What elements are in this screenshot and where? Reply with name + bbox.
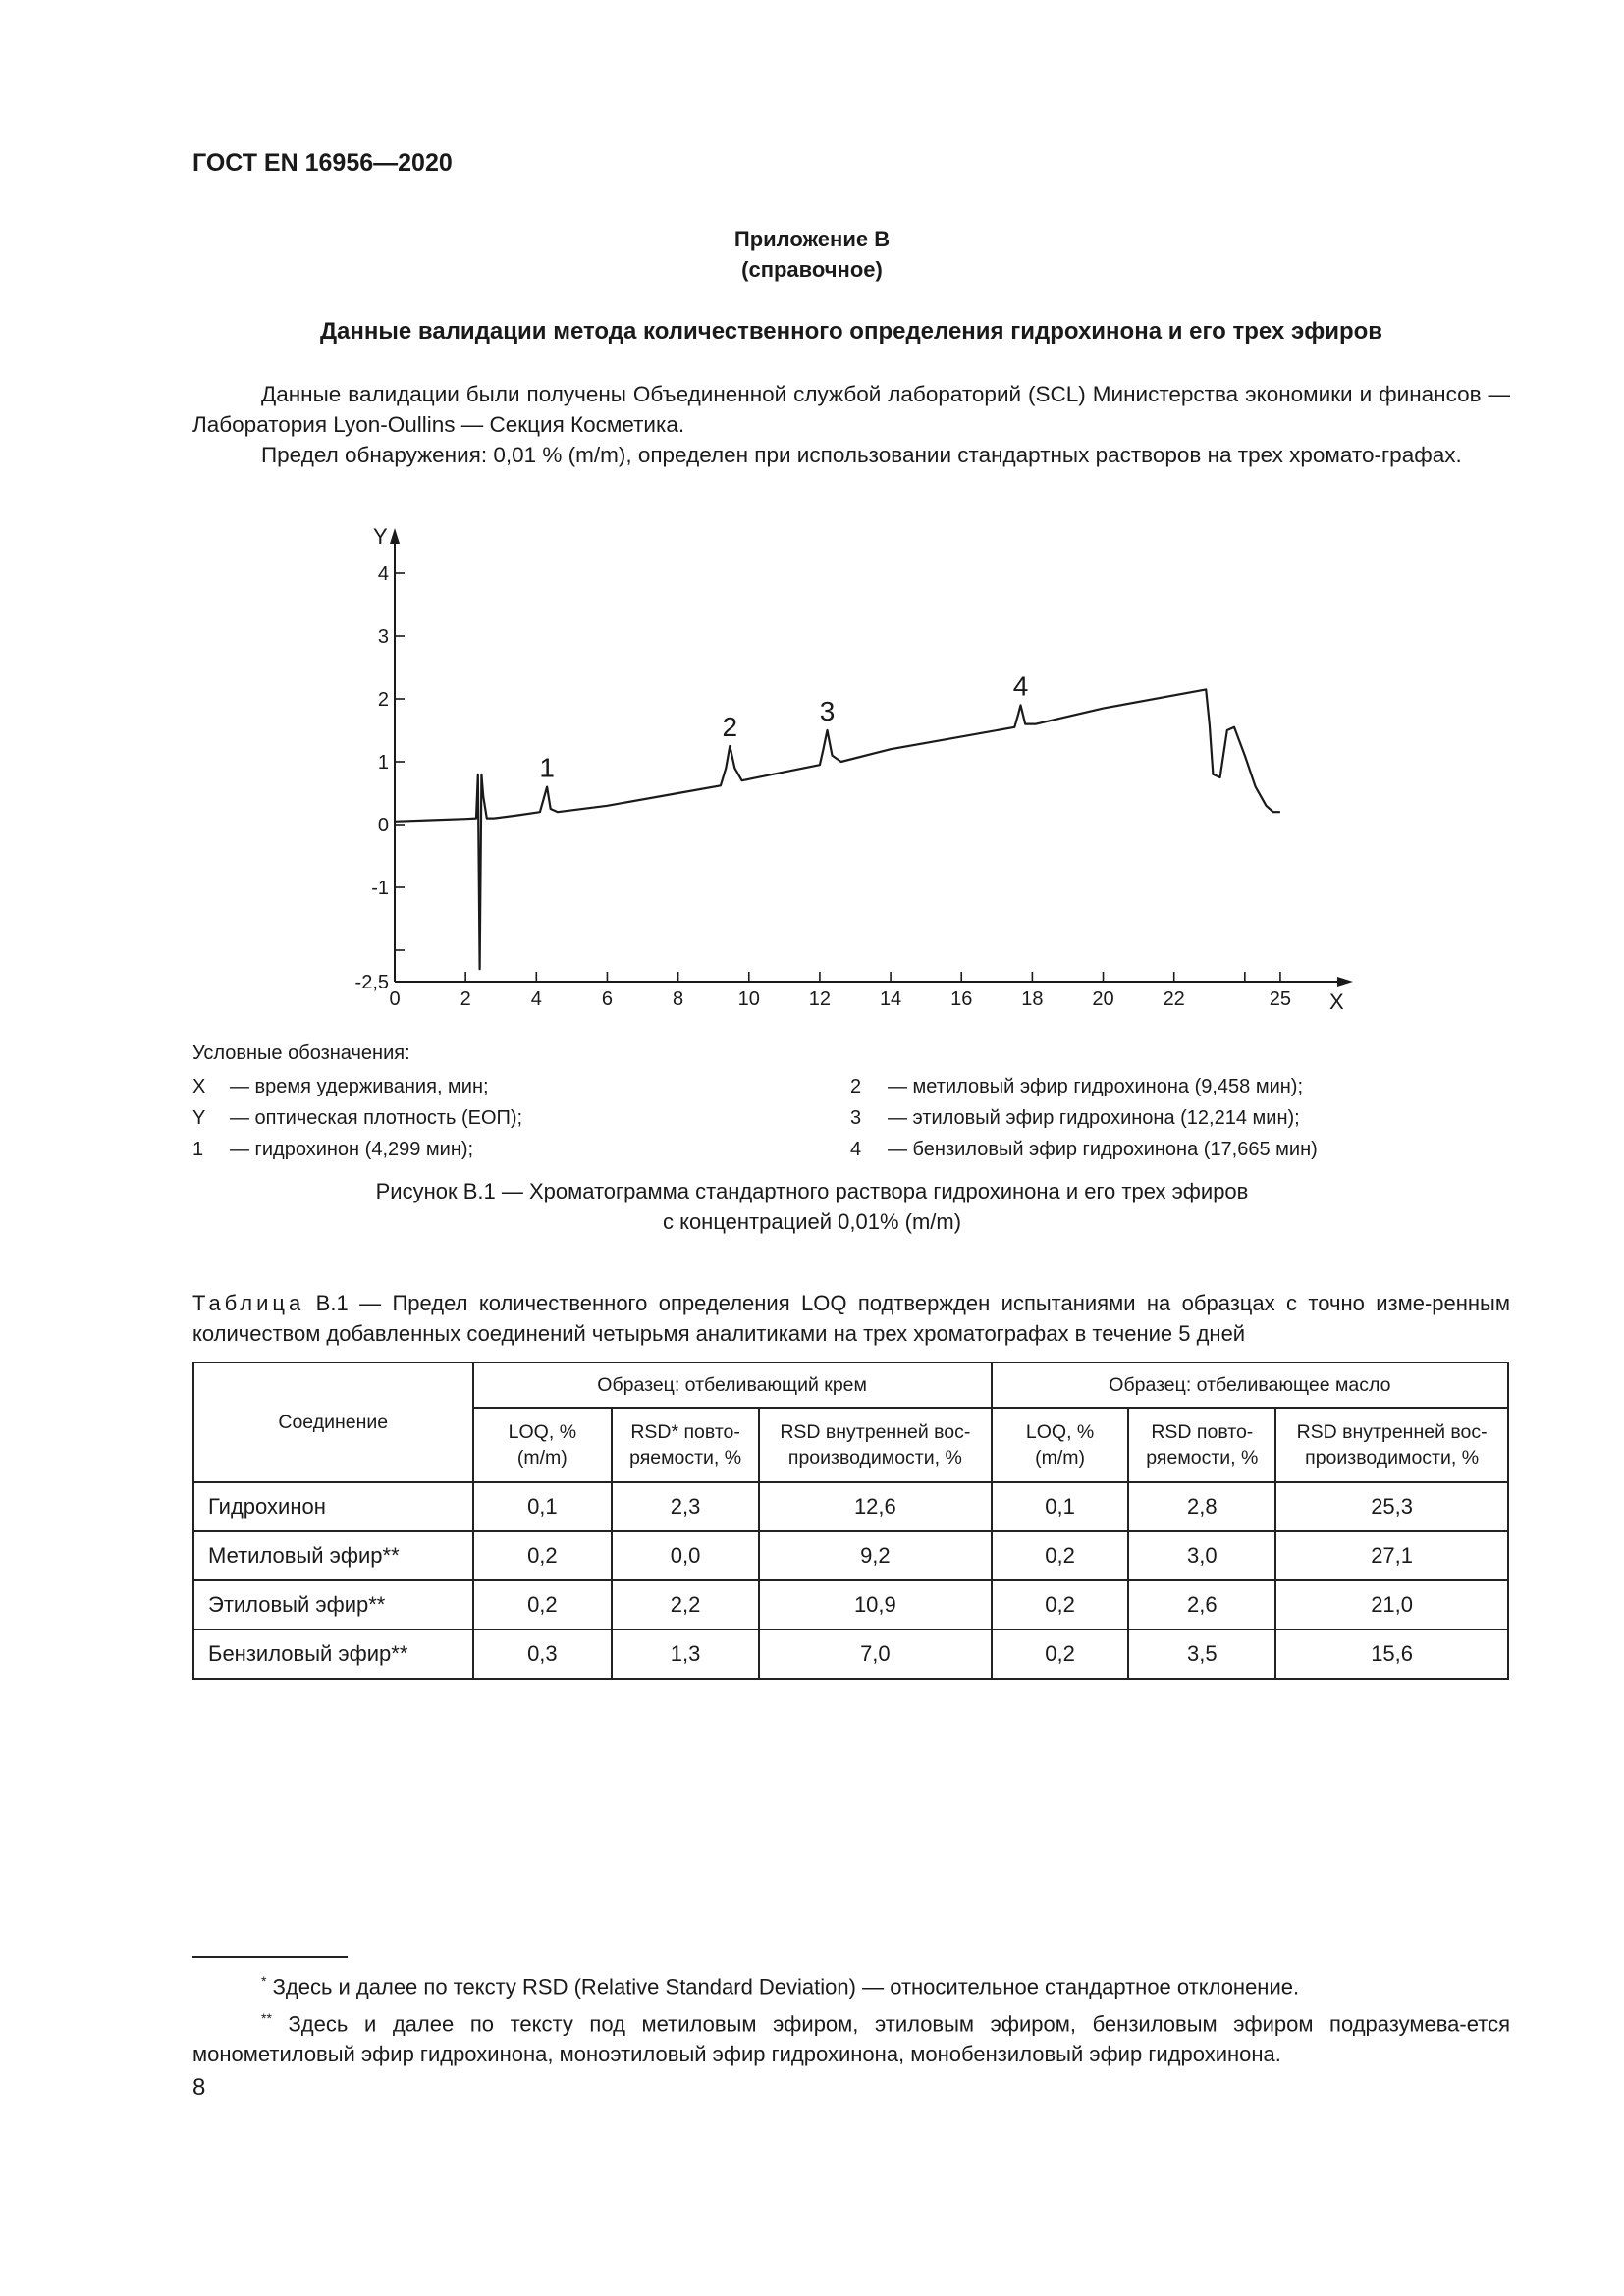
header-rsd-intra-oil: RSD внутренней вос- производимости, % <box>1275 1408 1508 1482</box>
x-tick-label: 6 <box>601 988 614 1010</box>
table-row <box>193 1531 1508 1580</box>
table-cell: 0,2 <box>473 1580 613 1629</box>
y-axis-label: Y <box>373 524 388 549</box>
legend-text: — этиловый эфир гидрохинона (12,214 мин); <box>888 1107 1300 1129</box>
table-caption-number: В.1 <box>315 1291 349 1315</box>
y-tick-label: 0 <box>377 815 389 836</box>
peak-label: 1 <box>539 752 555 783</box>
header-loq-oil: LOQ, % (m/m) <box>992 1408 1129 1482</box>
table-caption-text: — Предел количественного определения LOQ подтвержден испытаниями на образцах с точно изме-ренным количеством добавленных соединений четырьмя аналитиками на трех хроматографах в течение 5 дней <box>192 1291 1510 1346</box>
table-cell: 0,1 <box>473 1482 613 1531</box>
y-tick-label: -2,5 <box>354 972 389 993</box>
table-row <box>193 1580 1508 1629</box>
header-compound: Соединение <box>193 1362 473 1482</box>
cell-compound: Гидрохинон <box>193 1482 473 1531</box>
x-tick-label: 25 <box>1269 988 1292 1010</box>
figure-caption-line1: Рисунок В.1 — Хроматограмма стандартного раствора гидрохинона и его трех эфиров <box>375 1179 1249 1203</box>
y-tick-label: 2 <box>377 689 389 711</box>
table-cell: 0,2 <box>992 1629 1129 1679</box>
legend-key: 3 <box>850 1107 862 1129</box>
table-cell: 10,9 <box>759 1580 992 1629</box>
footnote-rsd <box>192 1966 1510 2002</box>
x-tick-label: 18 <box>1021 988 1044 1010</box>
table-cell: 7,0 <box>759 1629 992 1679</box>
table-cell: 27,1 <box>1275 1531 1508 1580</box>
appendix-subtitle: (справочное) <box>741 257 883 282</box>
legend-item-y <box>192 1107 522 1130</box>
peak-label: 2 <box>722 712 738 742</box>
legend-text: — оптическая плотность (ЕОП); <box>230 1107 523 1129</box>
x-tick-label: 22 <box>1163 988 1185 1010</box>
legend-text: — время удерживания, мин; <box>230 1076 489 1097</box>
appendix-title: Приложение В <box>733 227 891 251</box>
header-rsd-repeat-cream: RSD* повто- ряемости, % <box>612 1408 759 1482</box>
table-caption <box>192 1288 1510 1349</box>
table-cell: 25,3 <box>1275 1482 1508 1531</box>
legend-key: Y <box>192 1107 206 1129</box>
table-cell: 0,2 <box>992 1580 1129 1629</box>
table-cell: 3,5 <box>1128 1629 1275 1679</box>
table-cell: 2,6 <box>1128 1580 1275 1629</box>
section-title: Данные валидации метода количественного определения гидрохинона и его трех эфиров <box>319 318 1383 345</box>
cell-compound: Бензиловый эфир** <box>193 1629 473 1679</box>
x-tick-label: 2 <box>460 988 471 1010</box>
table-cell: 21,0 <box>1275 1580 1508 1629</box>
header-group-cream: Образец: отбеливающий крем <box>473 1362 992 1408</box>
table-cell: 0,1 <box>992 1482 1129 1531</box>
cell-compound: Этиловый эфир** <box>193 1580 473 1629</box>
table-cell: 9,2 <box>759 1531 992 1580</box>
table-cell: 12,6 <box>759 1482 992 1531</box>
table-row <box>193 1482 1508 1531</box>
table-cell: 2,8 <box>1128 1482 1275 1531</box>
header-rsd-intra-cream: RSD внутренней вос- производимости, % <box>759 1408 992 1482</box>
chromatogram-chart <box>334 522 1375 1013</box>
table-cell: 3,0 <box>1128 1531 1275 1580</box>
figure-caption-line2: с концентрацией 0,01% (m/m) <box>662 1209 962 1234</box>
peak-label: 3 <box>819 696 836 726</box>
x-tick-label: 20 <box>1092 988 1114 1010</box>
legend-item-2 <box>850 1076 1303 1098</box>
table-cell: 0,2 <box>992 1531 1129 1580</box>
legend-item-x <box>192 1076 489 1098</box>
document-code: ГОСТ EN 16956—2020 <box>192 149 453 177</box>
y-tick-label: 1 <box>377 752 389 774</box>
x-tick-label: 12 <box>808 988 832 1010</box>
y-tick-label: -1 <box>371 878 389 899</box>
y-tick-label: 4 <box>377 563 389 585</box>
x-tick-label: 0 <box>389 988 401 1010</box>
header-loq-cream: LOQ, % (m/m) <box>473 1408 613 1482</box>
legend-title: Условные обозначения: <box>192 1042 410 1064</box>
x-tick-label: 8 <box>673 988 684 1010</box>
footnote-mark: ** <box>261 2010 272 2026</box>
footnote-text: Здесь и далее по тексту под метиловым эфиром, этиловым эфиром, бензиловым эфиром подразумева-ется монометиловый эфир гидрохинона, моноэтиловый эфир гидрохинона, монобензиловый эфир гидрохинона. <box>192 2011 1510 2067</box>
table-cell: 0,3 <box>473 1629 613 1679</box>
header-rsd-repeat-oil: RSD повто- ряемости, % <box>1128 1408 1275 1482</box>
legend-key: 1 <box>192 1139 204 1160</box>
chromatogram-trace <box>395 689 1280 969</box>
legend-item-1 <box>192 1139 473 1161</box>
header-group-oil: Образец: отбеливающее масло <box>992 1362 1508 1408</box>
legend-key: 2 <box>850 1076 862 1097</box>
table-cell: 15,6 <box>1275 1629 1508 1679</box>
table-cell: 0,0 <box>612 1531 759 1580</box>
table-row <box>193 1629 1508 1679</box>
x-axis-arrow <box>1337 977 1353 987</box>
legend-text: — гидрохинон (4,299 мин); <box>230 1139 474 1160</box>
legend-item-4 <box>850 1139 1318 1161</box>
paragraph-validation: Данные валидации были получены Объединенной службой лабораторий (SCL) Министерства экономики и финансов — Лаборатория Lyon-Oullins — Секция Косметика. <box>192 382 1510 437</box>
footnote-mark: * <box>261 1973 267 1989</box>
x-tick-label: 10 <box>737 988 760 1010</box>
legend-key: X <box>192 1076 206 1097</box>
footnote-ethers <box>192 2003 1510 2069</box>
legend-item-3 <box>850 1107 1300 1130</box>
loq-table <box>192 1362 1509 1680</box>
x-tick-label: 16 <box>950 988 973 1010</box>
x-tick-label: 4 <box>530 988 542 1010</box>
x-axis-label: X <box>1329 989 1344 1013</box>
paragraph-detection-limit: Предел обнаружения: 0,01 % (m/m), определен при использовании стандартных растворов на трех хромато-графах. <box>261 443 1462 467</box>
table-cell: 2,2 <box>612 1580 759 1629</box>
y-axis-arrow <box>390 528 400 544</box>
x-tick-label: 14 <box>879 988 902 1010</box>
figure-caption <box>0 1176 1624 1237</box>
legend-text: — метиловый эфир гидрохинона (9,458 мин); <box>888 1076 1304 1097</box>
page-number: 8 <box>192 2074 206 2101</box>
legend-text: — бензиловый эфир гидрохинона (17,665 мин) <box>888 1139 1318 1160</box>
table-caption-label: Таблица <box>192 1291 305 1315</box>
legend-key: 4 <box>850 1139 862 1160</box>
peak-label: 4 <box>1012 670 1029 702</box>
footnote-separator <box>192 1956 348 1958</box>
cell-compound: Метиловый эфир** <box>193 1531 473 1580</box>
table-cell: 2,3 <box>612 1482 759 1531</box>
table-cell: 0,2 <box>473 1531 613 1580</box>
footnote-text: Здесь и далее по тексту RSD (Relative Standard Deviation) — относительное стандартное отклонение. <box>272 1974 1300 2000</box>
y-tick-label: 3 <box>377 626 389 648</box>
table-cell: 1,3 <box>612 1629 759 1679</box>
